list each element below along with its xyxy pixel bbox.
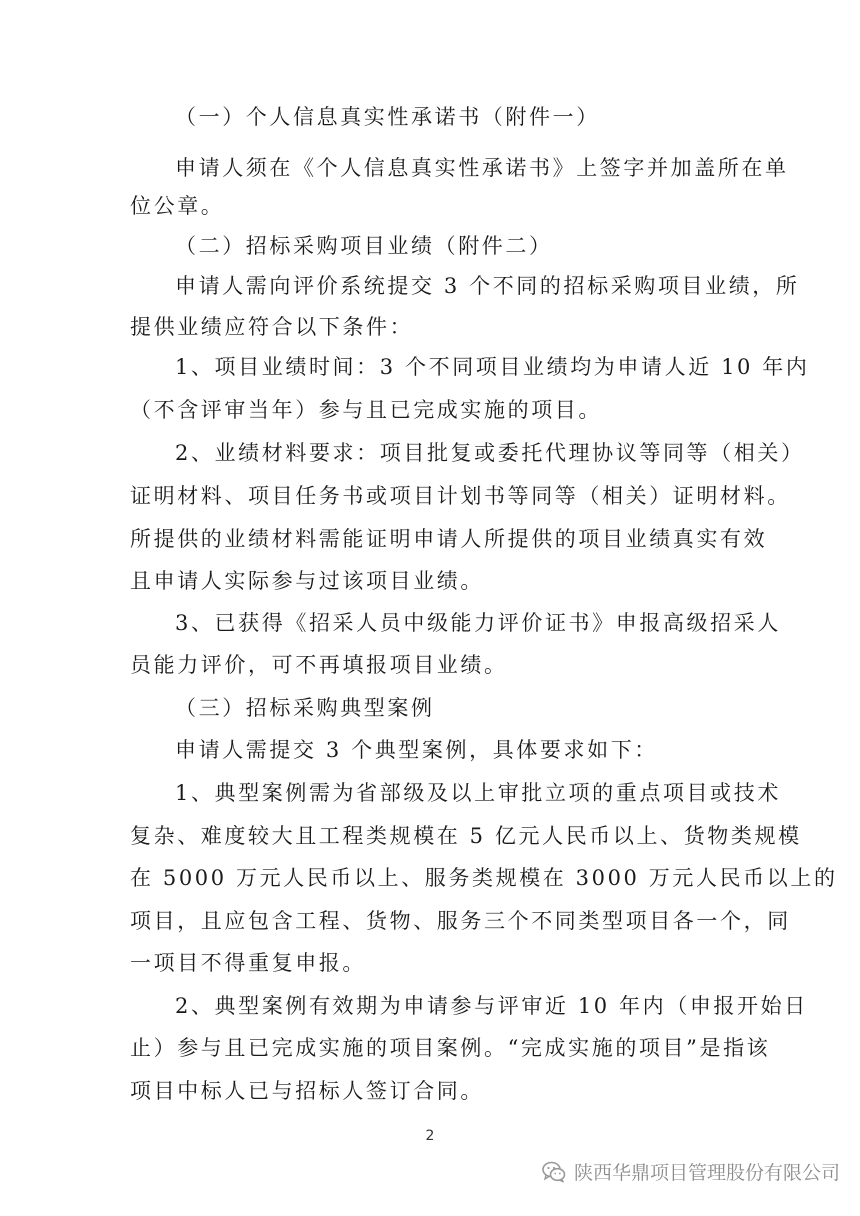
page-number: 2 xyxy=(425,1128,435,1144)
text-line: 且申请人实际参与过该项目业绩。 xyxy=(130,569,484,593)
text-line: 项目中标人已与招标人签订合同。 xyxy=(130,1079,484,1103)
text-line: 1、典型案例需为省部级及以上审批立项的重点项目或技术 xyxy=(175,781,781,805)
text-line: 在 5000 万元人民币以上、服务类规模在 3000 万元人民币以上的 xyxy=(130,866,838,890)
text-line: 申请人需提交 3 个典型案例，具体要求如下： xyxy=(175,738,658,762)
text-line: 2、典型案例有效期为申请参与评审近 10 年内（申报开始日 xyxy=(175,994,808,1018)
text-line: 复杂、难度较大且工程类规模在 5 亿元人民币以上、货物类规模 xyxy=(130,824,802,848)
watermark-text: 陕西华鼎项目管理股份有限公司 xyxy=(573,1162,840,1184)
watermark xyxy=(542,1158,840,1185)
text-line: 1、项目业绩时间：3 个不同项目业绩均为申请人近 10 年内 xyxy=(175,355,810,379)
section-heading-2: （二）招标采购项目业绩（附件二） xyxy=(175,234,553,258)
wechat-icon xyxy=(542,1161,566,1183)
text-line: 2、业绩材料要求：项目批复或委托代理协议等同等（相关） xyxy=(175,441,805,465)
text-line: 一项目不得重复申报。 xyxy=(130,951,366,975)
text-line: 申请人须在《个人信息真实性承诺书》上签字并加盖所在单 xyxy=(175,156,789,180)
text-line: 位公章。 xyxy=(130,194,225,218)
text-line: 申请人需向评价系统提交 3 个不同的招标采购项目业绩，所 xyxy=(175,274,800,298)
text-line: 止）参与且已完成实施的项目案例。“完成实施的项目”是指该 xyxy=(130,1036,771,1060)
text-line: 提供业绩应符合以下条件： xyxy=(130,315,414,339)
text-line: 3、已获得《招采人员中级能力评价证书》申报高级招采人 xyxy=(175,611,781,635)
text-line: 证明材料、项目任务书或项目计划书等同等（相关）证明材料。 xyxy=(130,484,791,508)
text-line: 所提供的业绩材料需能证明申请人所提供的项目业绩真实有效 xyxy=(130,527,768,551)
section-heading-3: （三）招标采购典型案例 xyxy=(175,696,435,720)
text-line: （不含评审当年）参与且已完成实施的项目。 xyxy=(130,398,602,422)
section-heading-1: （一）个人信息真实性承诺书（附件一） xyxy=(175,105,600,129)
text-line: 员能力评价，可不再填报项目业绩。 xyxy=(130,653,508,677)
text-line: 项目，且应包含工程、货物、服务三个不同类型项目各一个，同 xyxy=(130,909,791,933)
